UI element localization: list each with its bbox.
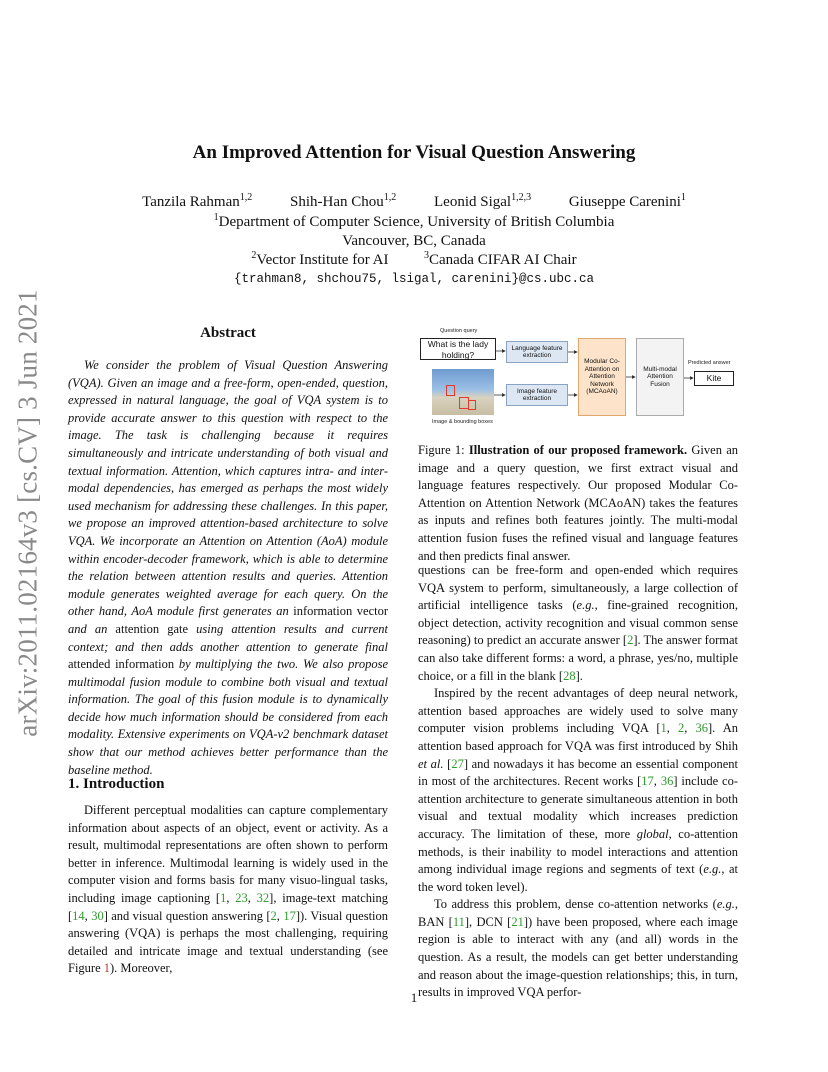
image-label: Image & bounding boxes — [432, 419, 493, 425]
aff-text: Department of Computer Science, University of British Columbia — [218, 214, 615, 230]
author-list — [0, 194, 828, 211]
author — [434, 194, 531, 211]
text-part: , BAN [ — [418, 897, 738, 929]
abstract-upright: attention gate — [115, 621, 189, 636]
author-name: Shih-Han Chou — [290, 194, 384, 210]
citation-link[interactable]: 2 — [627, 633, 634, 648]
figure-1-caption — [418, 442, 738, 565]
abstract-part: using attention results and current context; and then adds another attention to generate final — [68, 621, 388, 654]
caption-text: Given an image and a query question, we first extract visual and language features respectively. Our proposed Modular Co-Attention on Attention Network (MCAoAN) takes the features as inputs and refines both features jointly. The multi-modal attention fusion fuses the refined visual and language features and then predicts final answer. — [418, 443, 738, 563]
abstract-text — [68, 357, 388, 779]
citation-link[interactable]: 1 — [660, 721, 667, 736]
answer-box: Kite — [694, 371, 734, 386]
aff-text: Vector Institute for AI — [256, 252, 389, 268]
author-sup: 1,2,3 — [511, 192, 532, 203]
image-feature-box: Image feature extraction — [506, 384, 568, 406]
text-part: ], DCN [ — [464, 914, 512, 929]
citation-link[interactable]: 27 — [451, 756, 464, 771]
abstract-part: We consider the problem of Visual Question Answering (VQA). Given an image and a free-form, open-ended, question, expressed in natural language, the goal of VQA system is to provide accurate answer to this question with respect to the image. The task is challenging because it requires simultaneously and intricate understanding of both visual and textual information. Attention, which captures intra- and inter-modal dependencies, has emerged as perhaps the most widely used mechanism for addressing these challenges. In this paper, we propose an improved attention-based architecture to solve VQA. We incorporate an Attention on Attention (AoA) module within encoder-decoder framework, which is able to determine the relation between attention results and queries. Attention module generates weighted average for each query. On the other hand, AoA module first generates an — [68, 358, 388, 619]
author — [569, 194, 686, 211]
text-part: ]) have been proposed, where each image region is able to interact with any (and all) words in the question. As a result, the models can get better understanding and reason about the image-question relationships; this, in turn, results in improved VQA perfor- — [418, 914, 738, 1000]
author-name: Giuseppe Carenini — [568, 194, 681, 210]
caption-prefix: Figure 1: — [418, 443, 469, 457]
text-part: ] include co-attention architecture to generate simultaneous attention in both visual and textual modality which increases prediction accuracy. The limitation of these, more — [418, 774, 738, 841]
text-part: , fine-grained recognition, object detection, activity recognition and visual common sense reasoning) to predict an accurate answer [ — [418, 598, 738, 648]
citation-link[interactable]: 30 — [91, 908, 104, 923]
citation-link[interactable]: 17 — [641, 774, 654, 789]
citation-link[interactable]: 1 — [220, 890, 227, 905]
text-part: questions can be free-form and open-ended which requires VQA system to perform, simultaneously, a large collection of artificial intelligence tasks ( — [418, 563, 738, 613]
paper-title: An Improved Attention for Visual Question Answering — [192, 142, 636, 163]
text-part: To address this problem, dense co-attention networks ( — [434, 897, 717, 912]
author-sup: 1,2 — [383, 192, 397, 203]
arxiv-id-text: arXiv:2011.02164v3 [cs.CV] 3 Jun 2021 — [12, 289, 43, 737]
author-name: Tanzila Rahman — [142, 194, 240, 210]
text-italic: et al. — [418, 756, 444, 771]
aff-sup: 2 — [251, 250, 257, 261]
language-feature-box: Language feature extraction — [506, 341, 568, 363]
author — [290, 194, 396, 211]
abstract-upright: attended information — [68, 657, 175, 672]
intro-part: ). Moreover, — [110, 961, 173, 976]
author-sup: 1 — [680, 192, 686, 203]
fusion-box: Multi-modal Attention Fusion — [636, 338, 684, 416]
text-part: ] and nowadays it has become an essential component in most of the architectures. Recent works [ — [418, 756, 738, 789]
page-number: 1 — [410, 990, 418, 1005]
citation-link[interactable]: 28 — [563, 668, 576, 683]
citation-link[interactable]: 23 — [235, 890, 248, 905]
intro-part: ]). Visual question answering (VQA) is perhaps the most challenging, requiring detailed and intricate image and textual understanding (see Figure — [68, 908, 389, 976]
input-image — [432, 369, 494, 415]
figure-1-diagram — [418, 327, 738, 435]
bounding-box — [446, 385, 455, 396]
text-italic: e.g. — [716, 897, 735, 912]
intro-part: ] and visual question answering [ — [103, 908, 271, 923]
abstract-part: and an — [68, 621, 116, 636]
citation-link[interactable]: 11 — [452, 914, 465, 929]
text-part: [ — [443, 756, 452, 771]
citation-link[interactable]: 17 — [283, 908, 296, 923]
abstract-part: by multiplying the two. We also propose multimodal fusion module to combine both visual and textual information. The goal of this fusion module is to dynamically decide how much information should be considered from each modality. Extensive experiments on VQA-v2 benchmark dataset show that our method achieves better performance than the baseline method. — [68, 657, 388, 777]
introduction-text: Different perceptual modalities can capture complementary information about aspects of an object, event or activity. As a result, multimodal representations are often shown to perform better in inference. Multimodal learning is widely used in the computer vision and forms basis for many visuo-lingual tasks, including image captioning [1, 23, 32], image-text matching [14, 30] and visual question answering [2, 17]). Visual question answering (VQA) is perhaps the most challenging, requiring detailed and intricate image and textual understanding (see Figure 1). Moreover, — [68, 803, 389, 976]
figure-link[interactable]: 1 — [103, 961, 111, 976]
intro-part: Different perceptual modalities can capture complementary information about aspects of an object, event or activity. As a result, multimodal representations are often shown to perform better in inference. Multimodal learning is widely used in the computer vision and forms basis for many visuo-lingual tasks, including image captioning [ — [68, 803, 388, 905]
author-name: Leonid Sigal — [434, 194, 512, 210]
aff-sup: 1 — [213, 212, 219, 223]
citation-link[interactable]: 21 — [511, 914, 524, 929]
affiliation-location: Vancouver, BC, Canada — [342, 233, 486, 249]
citation-link[interactable]: 32 — [256, 890, 270, 905]
abstract-upright: information vector — [293, 604, 388, 619]
text-part: , co-attention methods, is their inability to model interactions and attention among individual image regions and segments of text ( — [418, 826, 739, 877]
bounding-box — [468, 400, 476, 410]
citation-link[interactable]: 36 — [660, 774, 674, 789]
abstract-heading: Abstract — [200, 325, 256, 341]
section-heading-introduction: 1. Introduction — [68, 776, 165, 792]
author-emails: {trahman8, shchou75, lsigal, carenini}@cs.ubc.ca — [233, 272, 595, 286]
citation-link[interactable]: 2 — [270, 908, 277, 923]
text-part: , at the word token level). — [418, 862, 738, 894]
affiliation-2-3 — [0, 252, 828, 269]
text-part: ]. The answer format can also take different forms: a word, a phrase, yes/no, multiple choice, or a fill in the blank [ — [418, 633, 738, 683]
text-part: ]. An attention based approach for VQA was first introduced by Shih — [418, 721, 739, 753]
author — [142, 194, 252, 211]
citation-link[interactable]: 14 — [72, 908, 85, 923]
aff-sup: 3 — [423, 250, 429, 261]
author-sup: 1,2 — [239, 192, 253, 203]
text-part: Inspired by the recent advantages of deep neural network, attention based approaches are widely used to solve many computer vision problems including VQA [ — [418, 686, 738, 736]
affiliation-1 — [0, 214, 828, 231]
mcaoan-box: Modular Co-Attention on Attention Network (MCAoAN) — [578, 338, 626, 416]
question-box: What is the lady holding? — [420, 338, 496, 360]
question-query-label: Question query — [440, 328, 478, 334]
text-italic: e.g. — [703, 862, 722, 877]
text-part: ]. — [575, 668, 583, 683]
arxiv-identifier — [8, 289, 48, 737]
text-italic: global — [636, 826, 669, 841]
text-italic: e.g. — [576, 598, 595, 613]
intro-part: ], image-text matching [ — [68, 890, 389, 923]
predicted-answer-label: Predicted answer — [688, 360, 731, 366]
right-column-text: questions can be free-form and open-ended which requires VQA system to perform, simultaneously, a large collection of artificial intelligence tasks (e.g., fine-grained recognition, object detection, activity recognition and visual common sense reasoning) to predict an accurate answer [2]. The answer format can also take different forms: a word, a phrase, yes/no, multiple choice, or a fill in the blank [28]. Inspired by the recent advantages of deep neural network, attention based approaches are widely used to solve many computer vision problems including VQA [1, 2, 36]. An attention based approach for VQA was first introduced by Shih et al. [27] and nowadays it has become an essential component in most of the architectures. Recent works [17, 36] include co-attention architecture to generate simultaneous attention in both visual and textual modality which increases prediction accuracy. The limitation of these, more global, co-attention methods, is their inability to model interactions and attention among individual image regions and segments of text (e.g., at the word token level). To address this problem, dense co-attention networks (e.g., BAN [11], DCN [21]) have been proposed, where each image region is able to interact with any (and all) words in the question. As a result, the models can get better understanding and reason about the image-question relationships; this, in turn, results in improved VQA perfor- — [418, 563, 739, 1000]
citation-link[interactable]: 36 — [695, 721, 709, 736]
caption-bold: Illustration of our proposed framework. — [468, 443, 688, 457]
aff-text: Canada CIFAR AI Chair — [428, 252, 577, 268]
citation-link[interactable]: 2 — [678, 721, 685, 736]
